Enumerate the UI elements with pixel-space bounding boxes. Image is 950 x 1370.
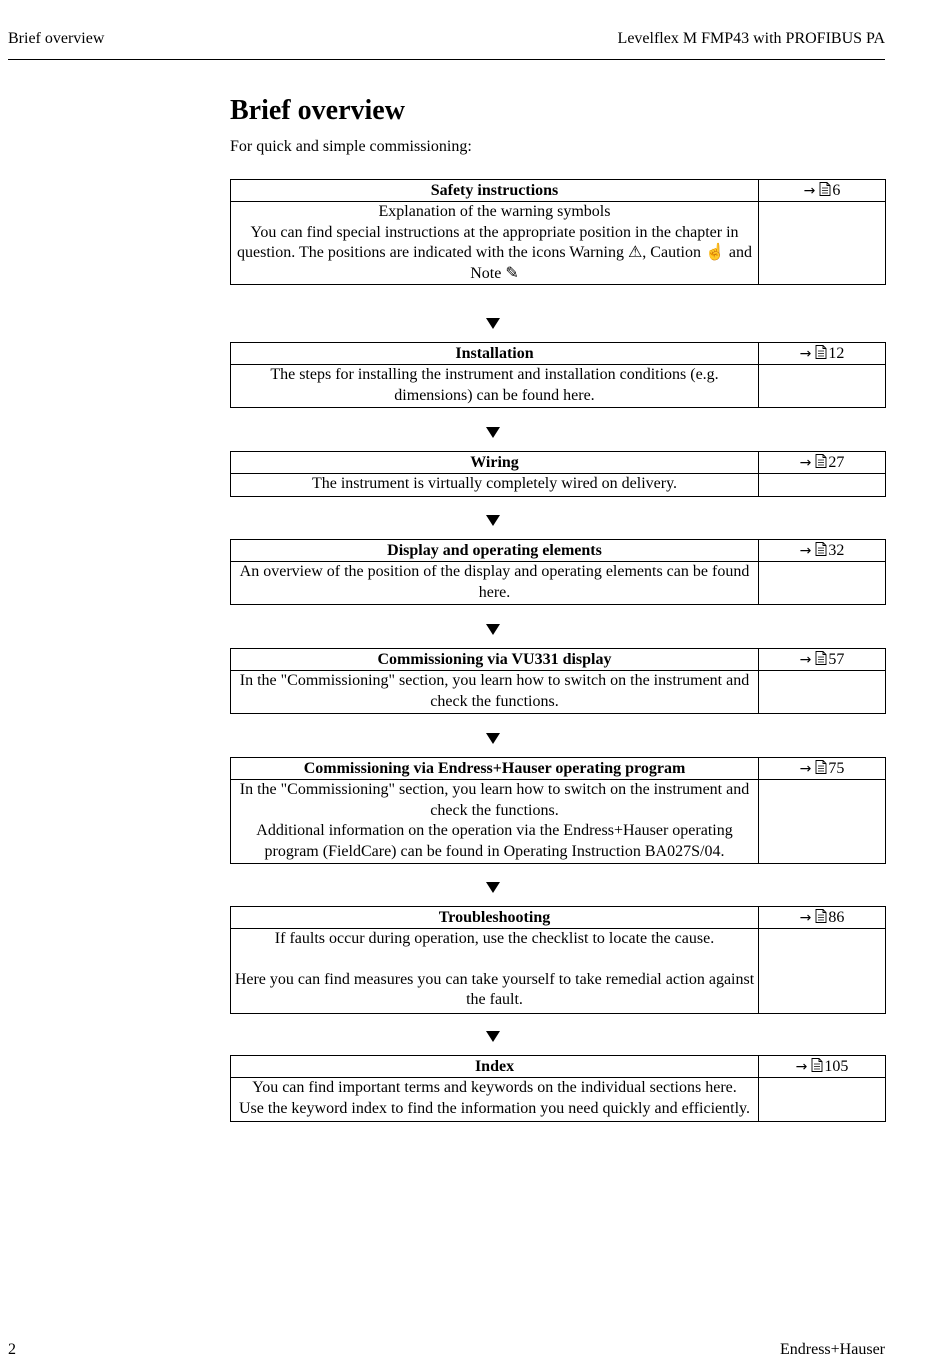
- page-number: 2: [8, 1341, 16, 1358]
- arrow-right-icon: →: [803, 183, 816, 199]
- page-number: 86: [828, 909, 845, 926]
- box-description: Here you can find measures you can take yourself to take remedial action against the fault.: [234, 970, 755, 1008]
- overview-box-wiring: [230, 451, 886, 497]
- footer-brand: Endress+Hauser: [780, 1341, 885, 1358]
- down-triangle-icon: [486, 427, 500, 438]
- box-title: Commissioning via Endress+Hauser operating program: [231, 758, 759, 779]
- box-description: You can find important terms and keywords on the individual sections here.: [252, 1079, 737, 1096]
- overview-box-troubleshooting: [230, 906, 886, 1014]
- page-reference[interactable]: [759, 180, 885, 201]
- box-title: Commissioning via VU331 display: [231, 649, 759, 670]
- box-description: The steps for installing the instrument and installation conditions (e.g. dimensions) can be found here.: [270, 366, 719, 404]
- page-reference[interactable]: [759, 758, 885, 779]
- page-reference[interactable]: [759, 343, 885, 364]
- header-rule: [8, 59, 885, 60]
- overview-box-installation: [230, 342, 886, 408]
- page-number: 6: [832, 182, 841, 199]
- box-title: Installation: [231, 343, 759, 364]
- down-triangle-icon: [486, 733, 500, 744]
- arrow-right-icon: →: [799, 761, 812, 777]
- page-icon: [815, 760, 827, 774]
- overview-box-index: [230, 1055, 886, 1122]
- box-description: The instrument is virtually completely wired on delivery.: [311, 475, 678, 492]
- header-product-title: Levelflex M FMP43 with PROFIBUS PA: [617, 30, 885, 47]
- page-number: 57: [828, 651, 845, 668]
- arrow-right-icon: →: [799, 652, 812, 668]
- overview-box-commissioning-display: [230, 648, 886, 714]
- page-icon: [815, 345, 827, 359]
- arrow-right-icon: →: [799, 346, 812, 362]
- box-title: Wiring: [231, 452, 759, 473]
- box-title: Troubleshooting: [231, 907, 759, 928]
- intro-text: For quick and simple commissioning:: [230, 138, 472, 155]
- arrow-right-icon: →: [799, 455, 812, 471]
- page-number: 75: [828, 760, 845, 777]
- box-title: Display and operating elements: [231, 540, 759, 561]
- box-description: In the "Commissioning" section, you learn how to switch on the instrument and check the functions.: [239, 672, 750, 710]
- page-reference[interactable]: [759, 649, 885, 670]
- arrow-right-icon: →: [799, 910, 812, 926]
- down-triangle-icon: [486, 515, 500, 526]
- overview-box-safety: [230, 179, 886, 285]
- page-reference[interactable]: [759, 1056, 885, 1077]
- down-triangle-icon: [486, 318, 500, 329]
- page-icon: [811, 1058, 823, 1072]
- page-number: 27: [828, 454, 845, 471]
- page-header: [8, 30, 885, 54]
- box-description: Explanation of the warning symbols: [378, 203, 611, 220]
- box-description: Additional information on the operation via the Endress+Hauser operating program (FieldCare) can be found in Operating Instruction BA027S/04.: [256, 822, 733, 860]
- header-section-title: Brief overview: [8, 30, 105, 47]
- page-reference[interactable]: [759, 540, 885, 561]
- box-title: Index: [231, 1056, 759, 1077]
- arrow-right-icon: →: [799, 543, 812, 559]
- box-description: Use the keyword index to find the information you need quickly and efficiently.: [239, 1099, 750, 1117]
- down-triangle-icon: [486, 882, 500, 893]
- page-icon: [815, 651, 827, 665]
- arrow-right-icon: →: [795, 1059, 808, 1075]
- box-description: If faults occur during operation, use the checklist to locate the cause.: [274, 930, 715, 947]
- box-description: In the "Commissioning" section, you learn how to switch on the instrument and check the functions.: [239, 781, 750, 819]
- page-icon: [815, 909, 827, 923]
- box-description: An overview of the position of the display and operating elements can be found here.: [239, 563, 750, 601]
- down-triangle-icon: [486, 624, 500, 635]
- page-number: 12: [828, 345, 845, 362]
- overview-box-display: [230, 539, 886, 605]
- page-number: 32: [828, 542, 845, 559]
- page-title: Brief overview: [230, 95, 405, 126]
- page-reference[interactable]: [759, 907, 885, 928]
- page-reference[interactable]: [759, 452, 885, 473]
- page-number: 105: [824, 1058, 849, 1075]
- page-icon: [815, 454, 827, 468]
- overview-box-commissioning-program: [230, 757, 886, 864]
- page-icon: [815, 542, 827, 556]
- page-icon: [819, 182, 831, 196]
- down-triangle-icon: [486, 1031, 500, 1042]
- box-description: You can find special instructions at the appropriate position in the chapter in question. The positions are indicated with the icons Warning ⚠, Caution ☝ and Note ✎: [237, 223, 752, 282]
- box-title: Safety instructions: [231, 180, 759, 201]
